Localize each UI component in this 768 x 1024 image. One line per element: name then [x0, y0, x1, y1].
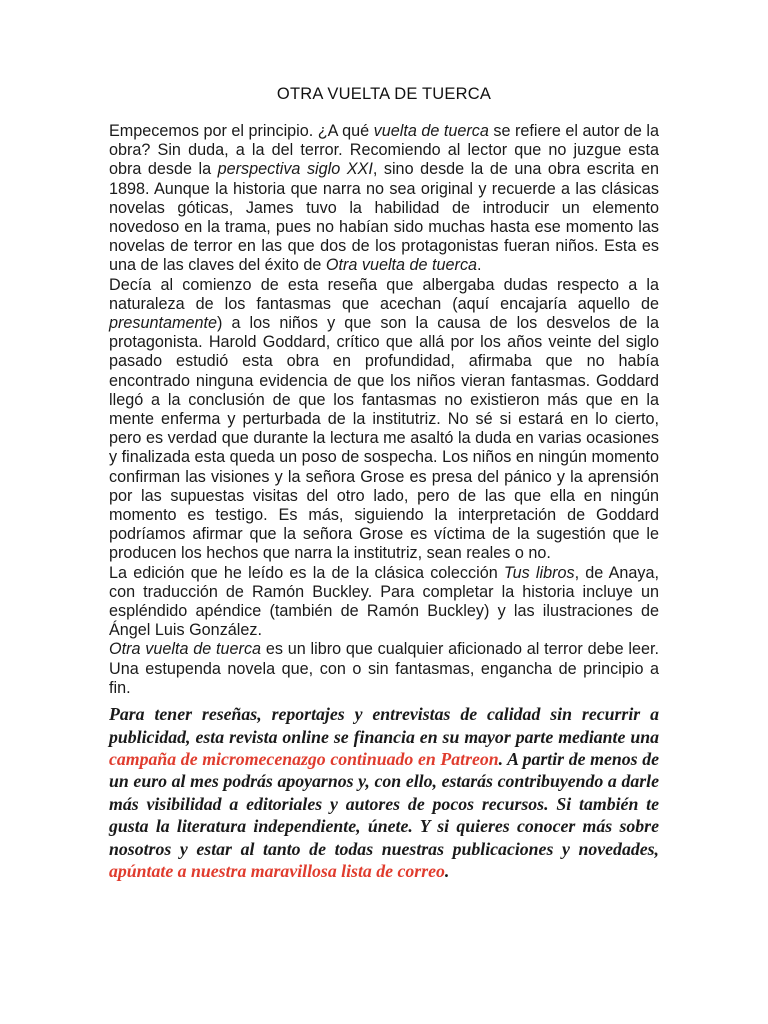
patreon-link[interactable]: campaña de micromecenazgo continuado en Patreon	[109, 748, 499, 769]
paragraph-conclusion	[109, 640, 659, 698]
promo-text-2: . A partir de menos de un euro al mes podrás apoyarnos y, con ello, estarás contribuyendo a darle más visibilidad a editoriales y autores de pocos recursos. Si también te gusta la literatura independiente, únete. Y si quieres conocer más sobre nosotros y estar al tanto de todas nuestras publicaciones y novedades,	[109, 748, 659, 859]
document-page	[109, 84, 659, 882]
italic-title-text: Tus libros	[503, 563, 575, 582]
paragraph-text: , de Anaya, con traducción de Ramón Buckley. Para completar la historia incluye un espléndido apéndice (también de Ramón Buckley) y las ilustraciones de Ángel Luis González.	[109, 563, 659, 640]
paragraph-text: se refiere el autor de la obra? Sin duda, a la del terror. Recomiendo al lector que no juzgue esta obra desde la	[109, 122, 659, 179]
paragraph-ghosts	[109, 276, 659, 564]
paragraph-intro	[109, 122, 659, 276]
promo-text-3: .	[444, 860, 450, 881]
paragraph-text: ) a los niños y que son la causa de los desvelos de la protagonista. Harold Goddard, crítico que allá por los años veinte del siglo pasado estudió esta obra en profundidad, afirmaba que no había encontrado ninguna evidencia de que los niños vieran fantasmas. Goddard llegó a la conclusión de que los fantasmas no existieron más que en la mente enferma y perturbada de la institutriz. No sé si estará en lo cierto, pero es verdad que durante la lectura me asaltó la duda en varias ocasiones y finalizada esta queda un poso de sospecha. Los niños en ningún momento confirman las visiones y la señora Grose es presa del pánico y la aprensión por las supuestas visitas del otro lado, pero de las que ella en ningún momento es testigo. Es más, siguiendo la interpretación de Goddard podríamos afirmar que la señora Grose es víctima de la sugestión que le producen los hechos que narra la institutriz, sean reales o no.	[109, 314, 659, 563]
paragraph-text: Empecemos por el principio. ¿A qué	[109, 122, 374, 140]
italic-title-text: vuelta de tuerca	[373, 122, 489, 140]
paragraph-text: Decía al comienzo de esta reseña que albergaba dudas respecto a la naturaleza de los fantasmas que acechan (aquí encajaría aquello de	[109, 275, 659, 313]
patreon-promo	[109, 703, 659, 882]
paragraph-text: La edición que he leído es la de la clásica colección	[109, 563, 504, 582]
page-title: OTRA VUELTA DE TUERCA	[276, 85, 492, 103]
promo-text-1: Para tener reseñas, reportajes y entrevistas de calidad sin recurrir a publicidad, esta revista online se financia en su mayor parte mediante una	[109, 704, 659, 747]
paragraph-edition	[109, 564, 659, 641]
italic-title-text: presuntamente	[109, 314, 217, 333]
italic-title-text: Otra vuelta de tuerca	[325, 256, 478, 275]
mailing-list-link[interactable]: apúntate a nuestra maravillosa lista de correo	[109, 860, 445, 881]
italic-title-text: Otra vuelta de tuerca	[109, 640, 262, 659]
review-body	[109, 122, 659, 698]
paragraph-text: .	[477, 256, 482, 275]
paragraph-text: es un libro que cualquier aficionado al terror debe leer. Una estupenda novela que, con o sin fantasmas, engancha de principio a fin.	[109, 640, 659, 697]
paragraph-text: , sino desde la de una obra escrita en 1898. Aunque la historia que narra no sea original y recuerde a las clásicas novelas góticas, James tuvo la habilidad de introducir un elemento novedoso en la trama, pues no habían sido muchas hasta ese momento las novelas de terror en las que dos de los protagonistas fueran niños. Esta es una de las claves del éxito de	[109, 160, 659, 275]
italic-title-text: perspectiva siglo XXI	[217, 160, 373, 179]
